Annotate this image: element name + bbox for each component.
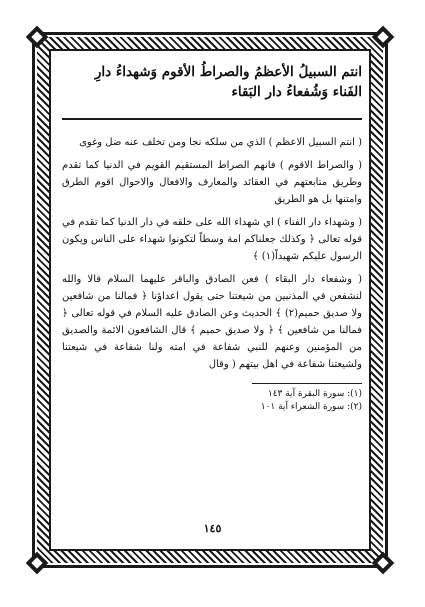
paragraph-shufaa: ( وشفعاء دار البقاء ) فعن الصادق والباقر عليهما السلام قالا والله لنشفعن في المذنبين من شيعتنا حتى يقول اعداؤنا ﴿ فمالنا من شافعين ولا صديق حميم(٢) ﴾ الحديث وعن الصادق عليه السلام في قوله تعالى ﴿ فمالنا من شافعين ﴾ ﴿ ولا صديق حميم ﴾ قال الشافعون الائمة والصديق من المؤمنين وعنهم للنبي شفاعة في امته ولنا شفاعة في شيعتنا ولشيعتنا شفاعة في اهل بيتهم ( وقال (62, 274, 362, 370)
paragraph-sabil: ( انتم السبيل الاعظم ) الذي من سلكه نجا ومن تخلف عنه ضل وغوى (79, 137, 362, 148)
heading-divider (62, 118, 362, 120)
footnote-divider (252, 383, 362, 384)
footnote-1: (١): سورة البقرة آية ١٤٣ (267, 389, 362, 399)
page-number: ١٤٥ (203, 522, 222, 535)
footnote-2: (٢): سورة الشعراء آية ١٠١ (260, 402, 362, 412)
page-content (62, 58, 362, 414)
paragraph-sirat: ( والصراط الاقوم ) فانهم الصراط المستقيم القويم في الدنيا كما تقدم وطريق متابعتهم في العقائد والمعارف والافعال والاحوال اقوم الطرق وامتنها بل هو الطريق (62, 160, 362, 205)
paragraph-shuhada: ( وشهداء دار الفناء ) اي شهداء الله على خلقه في دار الدنيا كما تقدم في قوله تعالى ﴿ وكذلك جعلناكم امة وسطاً لتكونوا شهداء على الناس ويكون الرسول عليكم شهيداً(١) ﴾ (62, 217, 362, 262)
section-heading: انتم السبيلُ الأعظمُ والصراطُ الأقوم وَشهداءُ دارِ الفَناء وَشُفعاءُ دار البَقاء (94, 64, 362, 100)
